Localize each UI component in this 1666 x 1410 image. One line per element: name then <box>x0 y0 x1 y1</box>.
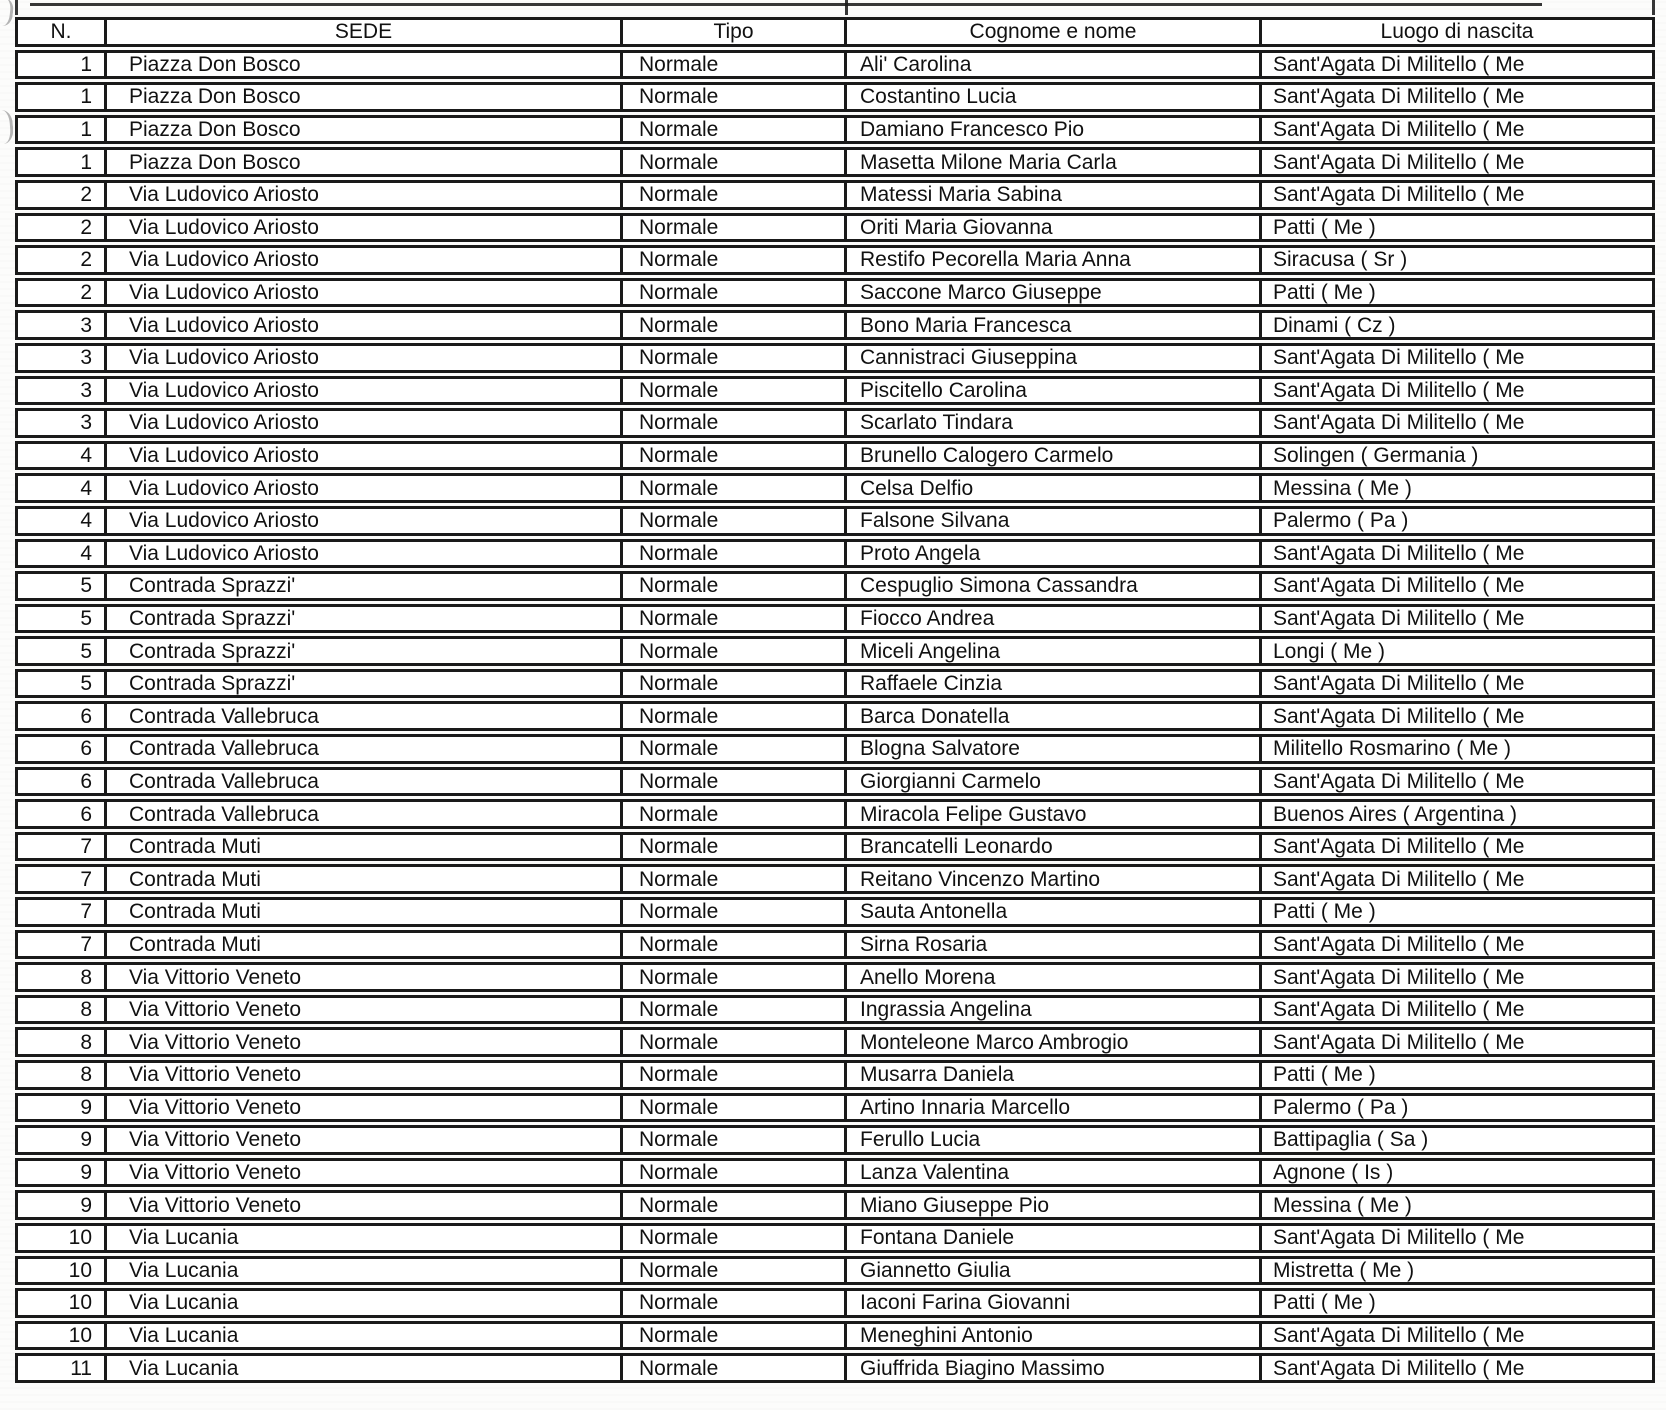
header-tipo: Tipo <box>623 17 847 47</box>
cell-tipo: Normale <box>623 734 847 764</box>
cell-n: 1 <box>15 50 107 80</box>
cell-cognome: Fontana Daniele <box>847 1223 1262 1253</box>
cell-tipo: Normale <box>623 376 847 406</box>
cell-cognome: Miracola Felipe Gustavo <box>847 799 1262 829</box>
cell-sede: Via Ludovico Ariosto <box>107 441 623 471</box>
cell-luogo: Palermo ( Pa ) <box>1262 1093 1655 1123</box>
cell-sede: Via Ludovico Ariosto <box>107 376 623 406</box>
cell-sede: Via Ludovico Ariosto <box>107 539 623 569</box>
table-row <box>15 115 1655 145</box>
table-row <box>15 50 1655 80</box>
table-row <box>15 539 1655 569</box>
cell-tipo: Normale <box>623 832 847 862</box>
records-table <box>15 14 1655 1386</box>
cell-cognome: Celsa Delfio <box>847 473 1262 503</box>
cell-luogo: Sant'Agata Di Militello ( Me <box>1262 767 1655 797</box>
cell-sede: Contrada Sprazzi' <box>107 571 623 601</box>
cell-tipo: Normale <box>623 473 847 503</box>
cell-tipo: Normale <box>623 1060 847 1090</box>
table-row <box>15 701 1655 731</box>
cell-sede: Via Ludovico Ariosto <box>107 245 623 275</box>
cell-n: 3 <box>15 343 107 373</box>
cell-cognome: Monteleone Marco Ambrogio <box>847 1027 1262 1057</box>
cell-n: 6 <box>15 767 107 797</box>
cell-sede: Via Vittorio Veneto <box>107 1093 623 1123</box>
cell-tipo: Normale <box>623 701 847 731</box>
cell-cognome: Piscitello Carolina <box>847 376 1262 406</box>
cell-n: 3 <box>15 376 107 406</box>
header-row <box>15 17 1655 47</box>
table-row <box>15 1190 1655 1220</box>
cell-n: 2 <box>15 245 107 275</box>
cell-n: 5 <box>15 604 107 634</box>
cell-tipo: Normale <box>623 539 847 569</box>
cell-cognome: Fiocco Andrea <box>847 604 1262 634</box>
cell-cognome: Brunello Calogero Carmelo <box>847 441 1262 471</box>
cell-tipo: Normale <box>623 343 847 373</box>
table-row <box>15 1321 1655 1351</box>
cell-luogo: Sant'Agata Di Militello ( Me <box>1262 1321 1655 1351</box>
cell-sede: Via Ludovico Ariosto <box>107 310 623 340</box>
cell-luogo: Sant'Agata Di Militello ( Me <box>1262 604 1655 634</box>
cell-luogo: Sant'Agata Di Militello ( Me <box>1262 669 1655 699</box>
cell-luogo: Sant'Agata Di Militello ( Me <box>1262 50 1655 80</box>
header-luogo: Luogo di nascita <box>1262 17 1655 47</box>
cell-n: 5 <box>15 669 107 699</box>
cell-sede: Contrada Muti <box>107 930 623 960</box>
cell-sede: Via Ludovico Ariosto <box>107 213 623 243</box>
cell-cognome: Scarlato Tindara <box>847 408 1262 438</box>
cell-tipo: Normale <box>623 995 847 1025</box>
cell-tipo: Normale <box>623 1353 847 1383</box>
cell-n: 8 <box>15 1027 107 1057</box>
cell-cognome: Blogna Salvatore <box>847 734 1262 764</box>
cell-sede: Via Ludovico Ariosto <box>107 506 623 536</box>
cell-cognome: Cespuglio Simona Cassandra <box>847 571 1262 601</box>
cell-tipo: Normale <box>623 82 847 112</box>
cell-luogo: Longi ( Me ) <box>1262 636 1655 666</box>
cell-sede: Via Ludovico Ariosto <box>107 473 623 503</box>
cell-cognome: Iaconi Farina Giovanni <box>847 1288 1262 1318</box>
cell-tipo: Normale <box>623 767 847 797</box>
cell-n: 2 <box>15 278 107 308</box>
cell-luogo: Sant'Agata Di Militello ( Me <box>1262 539 1655 569</box>
cell-luogo: Mistretta ( Me ) <box>1262 1256 1655 1286</box>
cell-sede: Contrada Vallebruca <box>107 799 623 829</box>
cell-luogo: Palermo ( Pa ) <box>1262 506 1655 536</box>
cell-cognome: Cannistraci Giuseppina <box>847 343 1262 373</box>
cell-luogo: Sant'Agata Di Militello ( Me <box>1262 571 1655 601</box>
cell-tipo: Normale <box>623 441 847 471</box>
cell-luogo: Sant'Agata Di Militello ( Me <box>1262 864 1655 894</box>
table-row <box>15 864 1655 894</box>
cell-n: 9 <box>15 1125 107 1155</box>
cell-n: 4 <box>15 539 107 569</box>
cell-tipo: Normale <box>623 50 847 80</box>
cell-n: 1 <box>15 147 107 177</box>
cell-n: 10 <box>15 1321 107 1351</box>
cell-luogo: Militello Rosmarino ( Me ) <box>1262 734 1655 764</box>
cell-n: 10 <box>15 1288 107 1318</box>
cell-n: 7 <box>15 864 107 894</box>
cell-luogo: Messina ( Me ) <box>1262 473 1655 503</box>
cell-luogo: Sant'Agata Di Militello ( Me <box>1262 1353 1655 1383</box>
cell-tipo: Normale <box>623 1027 847 1057</box>
cell-sede: Via Vittorio Veneto <box>107 1125 623 1155</box>
cell-tipo: Normale <box>623 408 847 438</box>
table-row <box>15 832 1655 862</box>
cell-sede: Via Ludovico Ariosto <box>107 180 623 210</box>
table-body <box>15 50 1655 1383</box>
cell-tipo: Normale <box>623 897 847 927</box>
cell-tipo: Normale <box>623 799 847 829</box>
table-row <box>15 767 1655 797</box>
cell-sede: Via Vittorio Veneto <box>107 1190 623 1220</box>
cell-cognome: Bono Maria Francesca <box>847 310 1262 340</box>
cell-n: 10 <box>15 1223 107 1253</box>
table-row <box>15 506 1655 536</box>
cell-tipo: Normale <box>623 115 847 145</box>
cell-sede: Via Vittorio Veneto <box>107 1060 623 1090</box>
cell-n: 6 <box>15 734 107 764</box>
cell-tipo: Normale <box>623 506 847 536</box>
table-row <box>15 962 1655 992</box>
cell-luogo: Sant'Agata Di Militello ( Me <box>1262 408 1655 438</box>
cell-n: 1 <box>15 115 107 145</box>
cell-sede: Contrada Muti <box>107 864 623 894</box>
table-row <box>15 82 1655 112</box>
table-row <box>15 278 1655 308</box>
cell-luogo: Sant'Agata Di Militello ( Me <box>1262 930 1655 960</box>
cell-tipo: Normale <box>623 1223 847 1253</box>
cell-cognome: Giannetto Giulia <box>847 1256 1262 1286</box>
cell-n: 6 <box>15 701 107 731</box>
cell-cognome: Masetta Milone Maria Carla <box>847 147 1262 177</box>
scan-artifact-margin-mark <box>0 109 14 144</box>
cell-luogo: Sant'Agata Di Militello ( Me <box>1262 1027 1655 1057</box>
cell-cognome: Brancatelli Leonardo <box>847 832 1262 862</box>
cell-cognome: Meneghini Antonio <box>847 1321 1262 1351</box>
cell-tipo: Normale <box>623 213 847 243</box>
table-row <box>15 669 1655 699</box>
cell-luogo: Sant'Agata Di Militello ( Me <box>1262 147 1655 177</box>
cell-sede: Contrada Vallebruca <box>107 734 623 764</box>
table-row <box>15 930 1655 960</box>
cell-sede: Contrada Sprazzi' <box>107 636 623 666</box>
cell-sede: Piazza Don Bosco <box>107 147 623 177</box>
cell-tipo: Normale <box>623 1256 847 1286</box>
table-row <box>15 995 1655 1025</box>
cell-n: 9 <box>15 1158 107 1188</box>
cell-n: 7 <box>15 930 107 960</box>
table-row <box>15 376 1655 406</box>
table-row <box>15 441 1655 471</box>
cell-sede: Piazza Don Bosco <box>107 50 623 80</box>
cell-n: 5 <box>15 571 107 601</box>
cell-cognome: Musarra Daniela <box>847 1060 1262 1090</box>
cell-luogo: Sant'Agata Di Militello ( Me <box>1262 343 1655 373</box>
table-row <box>15 180 1655 210</box>
cell-tipo: Normale <box>623 278 847 308</box>
cell-cognome: Oriti Maria Giovanna <box>847 213 1262 243</box>
cell-cognome: Giuffrida Biagino Massimo <box>847 1353 1262 1383</box>
cell-tipo: Normale <box>623 604 847 634</box>
cell-tipo: Normale <box>623 180 847 210</box>
cell-sede: Piazza Don Bosco <box>107 115 623 145</box>
cell-n: 1 <box>15 82 107 112</box>
scan-artifact-top-rule <box>30 3 1542 6</box>
table-row <box>15 1060 1655 1090</box>
cell-cognome: Artino Innaria Marcello <box>847 1093 1262 1123</box>
scan-artifact-margin-mark <box>0 0 14 27</box>
cell-sede: Via Lucania <box>107 1288 623 1318</box>
cell-luogo: Sant'Agata Di Militello ( Me <box>1262 82 1655 112</box>
cell-cognome: Proto Angela <box>847 539 1262 569</box>
cell-sede: Via Lucania <box>107 1223 623 1253</box>
cell-cognome: Falsone Silvana <box>847 506 1262 536</box>
header-sede: SEDE <box>107 17 623 47</box>
cell-cognome: Anello Morena <box>847 962 1262 992</box>
cell-luogo: Sant'Agata Di Militello ( Me <box>1262 115 1655 145</box>
cell-n: 8 <box>15 962 107 992</box>
cell-luogo: Sant'Agata Di Militello ( Me <box>1262 180 1655 210</box>
cell-luogo: Battipaglia ( Sa ) <box>1262 1125 1655 1155</box>
table-header <box>15 17 1655 47</box>
cell-cognome: Miceli Angelina <box>847 636 1262 666</box>
table-row <box>15 310 1655 340</box>
cell-luogo: Sant'Agata Di Militello ( Me <box>1262 962 1655 992</box>
cell-n: 9 <box>15 1190 107 1220</box>
cell-luogo: Buenos Aires ( Argentina ) <box>1262 799 1655 829</box>
cell-n: 7 <box>15 897 107 927</box>
cell-n: 4 <box>15 441 107 471</box>
table-row <box>15 1125 1655 1155</box>
cell-sede: Via Vittorio Veneto <box>107 1027 623 1057</box>
cell-cognome: Ali' Carolina <box>847 50 1262 80</box>
cell-sede: Via Vittorio Veneto <box>107 1158 623 1188</box>
cell-sede: Via Lucania <box>107 1321 623 1351</box>
header-n: N. <box>15 17 107 47</box>
cell-luogo: Messina ( Me ) <box>1262 1190 1655 1220</box>
cell-cognome: Raffaele Cinzia <box>847 669 1262 699</box>
cell-tipo: Normale <box>623 1125 847 1155</box>
scan-artifact-vertical-stub <box>1652 0 1655 15</box>
cell-cognome: Giorgianni Carmelo <box>847 767 1262 797</box>
cell-tipo: Normale <box>623 571 847 601</box>
cell-sede: Via Ludovico Ariosto <box>107 343 623 373</box>
cell-cognome: Matessi Maria Sabina <box>847 180 1262 210</box>
cell-n: 3 <box>15 408 107 438</box>
table-row <box>15 245 1655 275</box>
cell-cognome: Costantino Lucia <box>847 82 1262 112</box>
table-row <box>15 1288 1655 1318</box>
scan-artifact-vertical-stub <box>845 0 848 15</box>
cell-cognome: Miano Giuseppe Pio <box>847 1190 1262 1220</box>
cell-n: 10 <box>15 1256 107 1286</box>
table-row <box>15 1353 1655 1383</box>
cell-sede: Contrada Vallebruca <box>107 767 623 797</box>
cell-sede: Via Lucania <box>107 1256 623 1286</box>
cell-luogo: Dinami ( Cz ) <box>1262 310 1655 340</box>
cell-n: 3 <box>15 310 107 340</box>
cell-tipo: Normale <box>623 636 847 666</box>
header-cognome: Cognome e nome <box>847 17 1262 47</box>
cell-cognome: Restifo Pecorella Maria Anna <box>847 245 1262 275</box>
cell-tipo: Normale <box>623 1321 847 1351</box>
cell-n: 5 <box>15 636 107 666</box>
cell-tipo: Normale <box>623 1093 847 1123</box>
cell-cognome: Sauta Antonella <box>847 897 1262 927</box>
cell-luogo: Patti ( Me ) <box>1262 278 1655 308</box>
cell-n: 2 <box>15 180 107 210</box>
scan-artifact-vertical-stub <box>15 0 18 15</box>
table-row <box>15 1256 1655 1286</box>
cell-tipo: Normale <box>623 1158 847 1188</box>
cell-sede: Contrada Muti <box>107 897 623 927</box>
cell-n: 8 <box>15 1060 107 1090</box>
cell-tipo: Normale <box>623 930 847 960</box>
cell-tipo: Normale <box>623 669 847 699</box>
cell-sede: Via Ludovico Ariosto <box>107 408 623 438</box>
cell-n: 6 <box>15 799 107 829</box>
table-row <box>15 473 1655 503</box>
table-row <box>15 147 1655 177</box>
cell-luogo: Sant'Agata Di Militello ( Me <box>1262 701 1655 731</box>
table-row <box>15 1093 1655 1123</box>
cell-tipo: Normale <box>623 310 847 340</box>
cell-luogo: Patti ( Me ) <box>1262 1288 1655 1318</box>
table-row <box>15 799 1655 829</box>
cell-n: 8 <box>15 995 107 1025</box>
cell-cognome: Lanza Valentina <box>847 1158 1262 1188</box>
cell-sede: Piazza Don Bosco <box>107 82 623 112</box>
table-row <box>15 1223 1655 1253</box>
cell-luogo: Sant'Agata Di Militello ( Me <box>1262 832 1655 862</box>
cell-cognome: Sirna Rosaria <box>847 930 1262 960</box>
cell-cognome: Ingrassia Angelina <box>847 995 1262 1025</box>
cell-luogo: Solingen ( Germania ) <box>1262 441 1655 471</box>
cell-sede: Contrada Sprazzi' <box>107 669 623 699</box>
cell-n: 7 <box>15 832 107 862</box>
cell-sede: Contrada Vallebruca <box>107 701 623 731</box>
cell-tipo: Normale <box>623 1288 847 1318</box>
cell-luogo: Patti ( Me ) <box>1262 1060 1655 1090</box>
cell-cognome: Saccone Marco Giuseppe <box>847 278 1262 308</box>
cell-tipo: Normale <box>623 962 847 992</box>
cell-n: 4 <box>15 506 107 536</box>
cell-sede: Via Vittorio Veneto <box>107 995 623 1025</box>
table-row <box>15 734 1655 764</box>
cell-tipo: Normale <box>623 864 847 894</box>
table-row <box>15 571 1655 601</box>
cell-luogo: Patti ( Me ) <box>1262 897 1655 927</box>
table-row <box>15 343 1655 373</box>
cell-tipo: Normale <box>623 147 847 177</box>
cell-cognome: Barca Donatella <box>847 701 1262 731</box>
table-row <box>15 1158 1655 1188</box>
cell-cognome: Reitano Vincenzo Martino <box>847 864 1262 894</box>
cell-n: 11 <box>15 1353 107 1383</box>
table-row <box>15 1027 1655 1057</box>
cell-n: 2 <box>15 213 107 243</box>
cell-sede: Via Lucania <box>107 1353 623 1383</box>
cell-luogo: Sant'Agata Di Militello ( Me <box>1262 995 1655 1025</box>
table-row <box>15 636 1655 666</box>
cell-sede: Contrada Sprazzi' <box>107 604 623 634</box>
cell-luogo: Sant'Agata Di Militello ( Me <box>1262 1223 1655 1253</box>
table-row <box>15 897 1655 927</box>
cell-tipo: Normale <box>623 1190 847 1220</box>
cell-luogo: Agnone ( Is ) <box>1262 1158 1655 1188</box>
table-row <box>15 213 1655 243</box>
cell-luogo: Siracusa ( Sr ) <box>1262 245 1655 275</box>
cell-n: 4 <box>15 473 107 503</box>
cell-sede: Via Vittorio Veneto <box>107 962 623 992</box>
cell-n: 9 <box>15 1093 107 1123</box>
cell-luogo: Patti ( Me ) <box>1262 213 1655 243</box>
cell-tipo: Normale <box>623 245 847 275</box>
cell-sede: Contrada Muti <box>107 832 623 862</box>
cell-cognome: Ferullo Lucia <box>847 1125 1262 1155</box>
cell-sede: Via Ludovico Ariosto <box>107 278 623 308</box>
cell-cognome: Damiano Francesco Pio <box>847 115 1262 145</box>
cell-luogo: Sant'Agata Di Militello ( Me <box>1262 376 1655 406</box>
table-row <box>15 604 1655 634</box>
table-row <box>15 408 1655 438</box>
